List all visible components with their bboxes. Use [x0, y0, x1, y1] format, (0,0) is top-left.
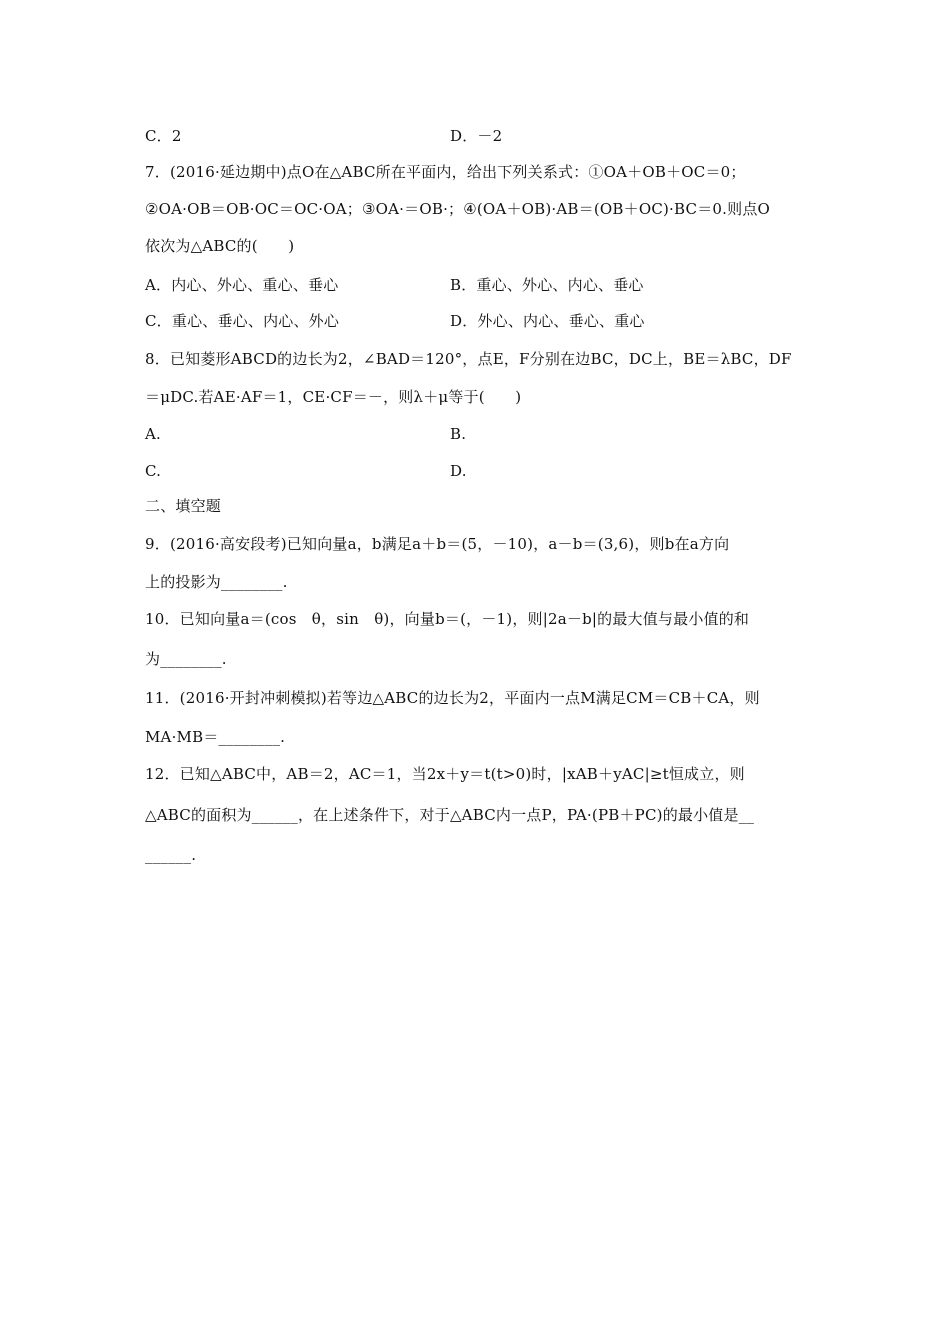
q8-stem-line-2: [145, 385, 810, 409]
q12-stem-line-3: [145, 843, 810, 867]
q7-stem-line-2: [145, 197, 810, 221]
q7-stem-text-3: 依次为△ABC的( ): [145, 237, 295, 255]
q9-stem-line-1: [145, 532, 810, 556]
q10-stem-text-1: 10．已知向量a＝(cos θ，sin θ)，向量b＝(，－1)，则|2a－b|的最大值与最小值的和: [145, 610, 750, 628]
q8-stem-text-1: 8．已知菱形ABCD的边长为2，∠BAD＝120°，点E，F分别在边BC，DC上，BE＝λBC，DF: [145, 350, 792, 368]
q8-option-c: C.: [145, 462, 162, 480]
q6-option-d: D．－2: [450, 127, 503, 145]
q6-option-c: C．2: [145, 127, 182, 145]
q7-options-row-1: [145, 273, 810, 297]
q7-option-c: C．重心、垂心、内心、外心: [145, 312, 340, 330]
q8-options-row-2: [145, 459, 810, 483]
q8-option-b: B.: [450, 425, 467, 443]
q8-options-row-1: [145, 422, 810, 446]
q12-stem-text-2: △ABC的面积为______，在上述条件下，对于△ABC内一点P，PA·(PB＋PC)的最小值是__: [145, 806, 755, 824]
q10-stem-line-2: [145, 647, 810, 671]
q9-stem-text-2: 上的投影为________.: [145, 573, 288, 591]
q11-stem-line-1: [145, 686, 810, 710]
q7-option-b: B．重心、外心、内心、垂心: [450, 276, 644, 294]
q7-option-a: A．内心、外心、重心、垂心: [145, 276, 339, 294]
q12-stem-text-1: 12．已知△ABC中，AB＝2，AC＝1，当2x＋y＝t(t>0)时，|xAB＋yAC|≥t恒成立，则: [145, 765, 745, 783]
q9-stem-text-1: 9．(2016·高安段考)已知向量a，b满足a＋b＝(5，－10)，a－b＝(3,6)，则b在a方向: [145, 535, 730, 553]
q9-stem-line-2: [145, 570, 810, 594]
q7-stem-line-3: [145, 234, 810, 258]
q8-option-d: D.: [450, 462, 467, 480]
q8-stem-line-1: [145, 347, 810, 371]
q12-stem-line-2: [145, 803, 810, 827]
q11-stem-text-1: 11．(2016·开封冲刺模拟)若等边△ABC的边长为2，平面内一点M满足CM＝CB＋CA，则: [145, 689, 760, 707]
q12-stem-text-3: ______.: [145, 846, 197, 864]
q8-stem-text-2: ＝μDC.若AE·AF＝1，CE·CF＝－，则λ＋μ等于( ): [145, 388, 522, 406]
section-heading: [145, 494, 810, 518]
q11-stem-text-2: MA·MB＝________.: [145, 728, 286, 746]
q8-option-a: A.: [145, 425, 162, 443]
q6-options-row: [145, 124, 810, 148]
q7-stem-line-1: [145, 160, 810, 184]
q11-stem-line-2: [145, 725, 810, 749]
section-heading-text: 二、填空题: [145, 497, 222, 515]
q12-stem-line-1: [145, 762, 810, 786]
q7-options-row-2: [145, 309, 810, 333]
q7-option-d: D．外心、内心、垂心、重心: [450, 312, 645, 330]
q10-stem-text-2: 为________.: [145, 650, 227, 668]
q10-stem-line-1: [145, 607, 810, 631]
q7-stem-text-1: 7．(2016·延边期中)点O在△ABC所在平面内，给出下列关系式：①OA＋OB＋OC＝0；: [145, 163, 746, 181]
q7-stem-text-2: ②OA·OB＝OB·OC＝OC·OA；③OA·＝OB·；④(OA＋OB)·AB＝(OB＋OC)·BC＝0.则点O: [145, 200, 771, 218]
